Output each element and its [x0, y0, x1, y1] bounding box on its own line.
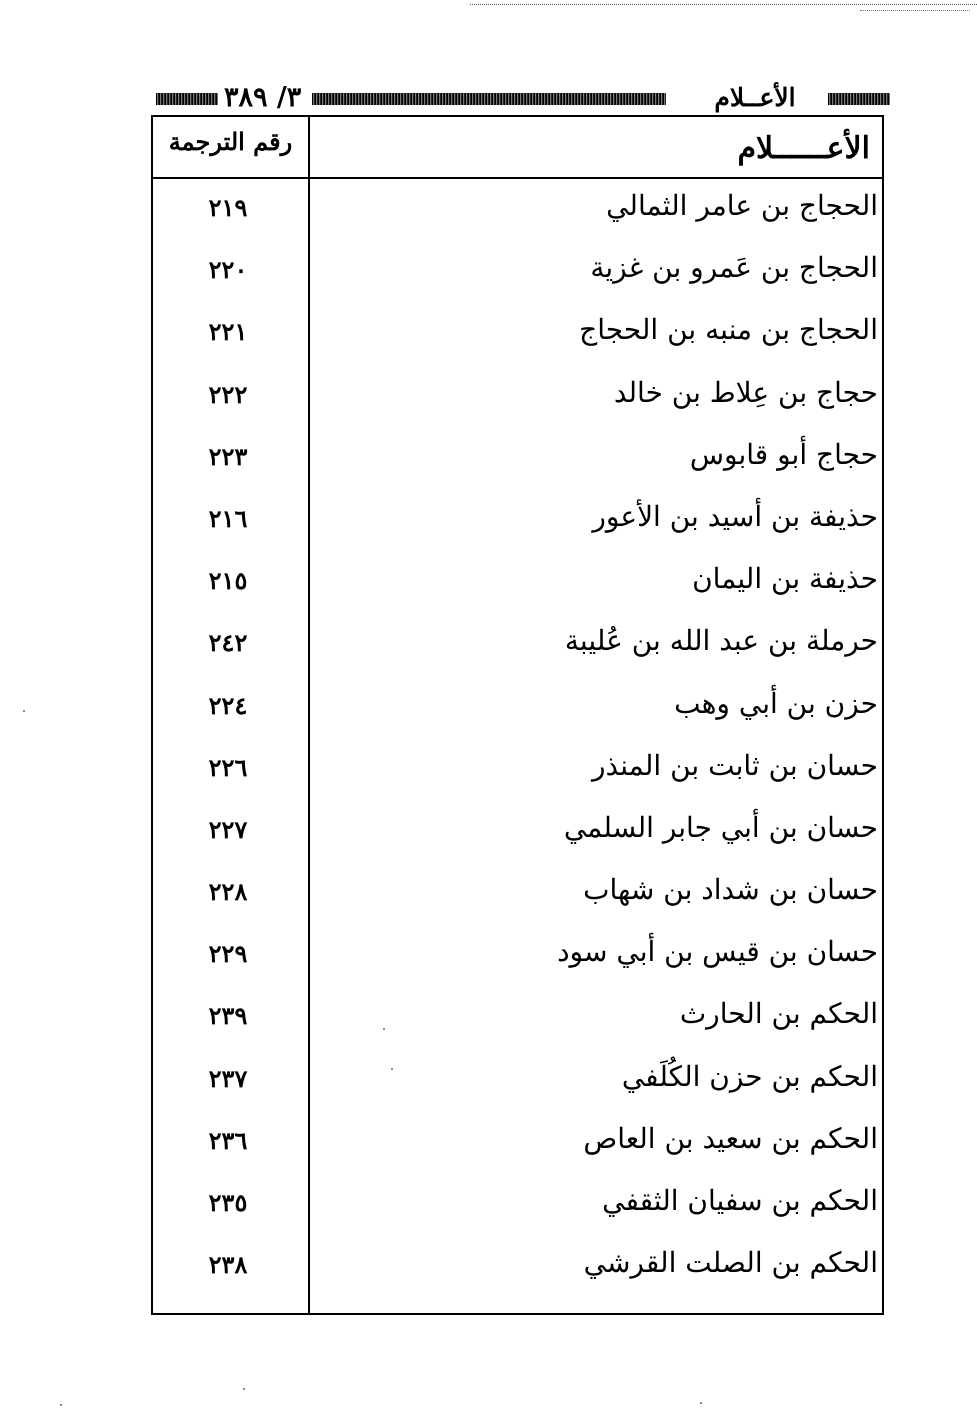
table-row [153, 428, 882, 490]
entry-number: ٢٢٢ [208, 379, 248, 409]
entry-name: الحكم بن سفيان الثقفي [602, 1184, 878, 1217]
entry-number: ٢٢٣ [208, 441, 248, 471]
entry-name: الحجاج بن عَمرو بن غزية [590, 251, 878, 285]
entry-number: ٢١٦ [208, 503, 248, 533]
table-row [153, 677, 882, 739]
entry-number: ٢٤٢ [208, 628, 248, 658]
table-row [153, 241, 882, 303]
table-row [153, 1112, 882, 1174]
entry-number: ٢٢٠ [208, 255, 248, 285]
entry-name: الحكم بن الصلت القرشي [583, 1246, 878, 1280]
entry-name: حذيفة بن أسيد بن الأعور [592, 499, 878, 533]
entry-name: الحكم بن سعيد بن العاص [583, 1121, 878, 1155]
table-row [153, 801, 882, 863]
scan-speck [700, 1402, 702, 1404]
scan-speck [391, 1068, 393, 1070]
table-row [153, 1174, 882, 1236]
entry-number: ٢٢١ [208, 317, 248, 347]
scan-speck [60, 1404, 62, 1406]
table-row [153, 987, 882, 1049]
header-ornament-bar [156, 93, 218, 105]
index-table [151, 115, 884, 1315]
entry-name: الحكم بن الحارث [679, 997, 878, 1031]
running-header [152, 82, 894, 114]
table-row [153, 739, 882, 801]
entry-number: ٢٢٧ [208, 814, 248, 844]
table-row [153, 366, 882, 428]
table-row [153, 179, 882, 241]
scan-artifact-line [860, 10, 970, 11]
entry-number: ٢١٩ [208, 193, 248, 222]
table-row [153, 614, 882, 676]
entry-name: حسان بن قيس بن أبي سود [557, 935, 878, 969]
table-row [153, 925, 882, 987]
entry-number: ٢٢٩ [208, 939, 248, 969]
entry-number: ٢٣٨ [208, 1250, 248, 1280]
scan-speck [383, 1028, 385, 1030]
table-row [153, 303, 882, 365]
entry-number: ٢٢٤ [208, 690, 248, 720]
entry-name: حجاج أبو قابوس [689, 437, 878, 471]
entry-name: حجاج بن عِلاط بن خالد [613, 375, 878, 409]
header-ornament-bar [312, 93, 666, 105]
section-title: الأعــلام [714, 83, 796, 112]
entry-name: حسان بن أبي جابر السلمي [563, 810, 878, 844]
header-ornament-bar [828, 93, 890, 105]
entry-number: ٢٣٧ [208, 1063, 248, 1093]
entry-name: حزن بن أبي وهب [674, 686, 878, 720]
entry-number: ٢٢٦ [208, 752, 248, 782]
table-row [153, 490, 882, 552]
table-row [153, 1050, 882, 1112]
entry-name: حرملة بن عبد الله بن عُليبة [564, 624, 878, 658]
entry-name: حسان بن شداد بن شهاب [583, 873, 878, 907]
entry-name: حذيفة بن اليمان [692, 562, 878, 596]
table-row [153, 863, 882, 925]
table-row [153, 552, 882, 614]
entry-name: الحكم بن حزن الكُلَفي [621, 1059, 878, 1093]
entry-name: الحجاج بن عامر الثمالي [606, 189, 878, 222]
entry-name: الحجاج بن منبه بن الحجاج [579, 313, 878, 347]
scan-artifact-line [470, 4, 977, 7]
table-rows [153, 179, 882, 1298]
column-header-number: رقم الترجمة [168, 127, 293, 156]
entry-number: ٢٣٦ [208, 1125, 248, 1155]
scan-speck [243, 1388, 245, 1390]
page-reference: ٣/ ٣٨٩ [224, 82, 302, 113]
scan-speck [23, 710, 25, 712]
table-row [153, 1236, 882, 1298]
entry-number: ٢٣٥ [208, 1188, 248, 1217]
entry-name: حسان بن ثابت بن المنذر [592, 748, 878, 782]
entry-number: ٢٣٩ [208, 1001, 248, 1031]
entry-number: ٢١٥ [208, 566, 248, 596]
column-header-names: الأعــــــلام [737, 131, 870, 166]
entry-number: ٢٢٨ [208, 877, 248, 907]
